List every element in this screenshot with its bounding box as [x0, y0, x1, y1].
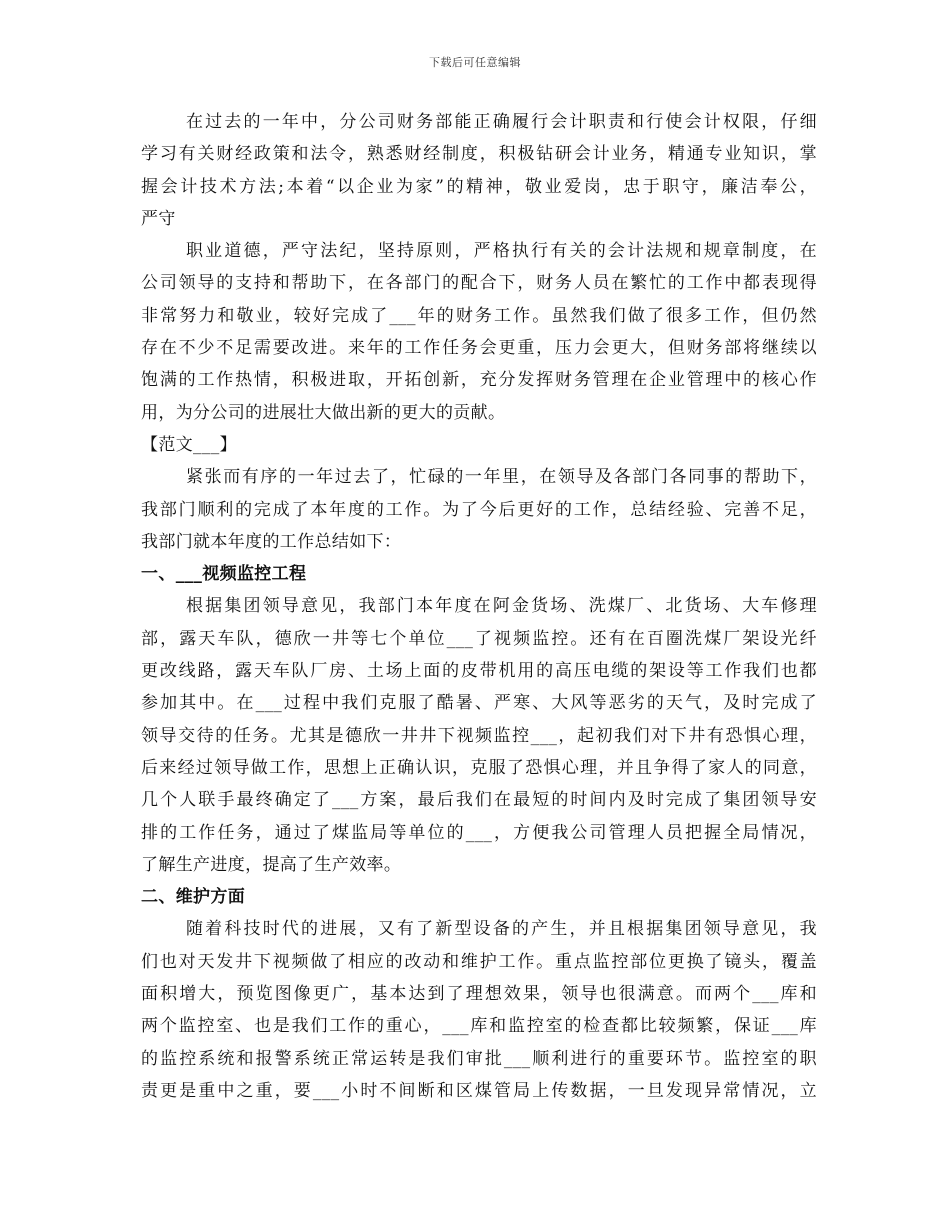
text-line: 部，露天车队，德欣一井等七个单位___了视频监控。还有在百圈洗煤厂架设光纤: [141, 628, 817, 649]
text-line: 学习有关财经政策和法令，熟悉财经制度，积极钻研会计业务，精通专业知识，掌: [141, 144, 817, 165]
section-heading-1: 一、___视频监控工程: [141, 564, 307, 585]
text-line: 在过去的一年中，分公司财务部能正确履行会计职责和行使会计权限，仔细: [186, 112, 817, 132]
text-line: 严守: [141, 208, 176, 229]
text-line: 存在不少不足需要改进。来年的工作任务会更重，压力会更大，但财务部将继续以: [141, 338, 817, 359]
text-line: 用，为分公司的进展壮大做出新的更大的贡献。: [141, 402, 506, 423]
text-line: 几个人联手最终确定了___方案，最后我们在最短的时间内及时完成了集团领导安: [141, 790, 817, 811]
paragraph-5: [141, 913, 817, 1107]
paragraph-2: [141, 235, 817, 429]
text-line: 排的工作任务，通过了煤监局等单位的___，方便我公司管理人员把握全局情况，: [141, 822, 817, 843]
text-line: 领导交待的任务。尤其是德欣一井井下视频监控___，起初我们对下井有恐惧心理，: [141, 725, 817, 746]
text-line: 根据集团领导意见，我部门本年度在阿金货场、洗煤厂、北货场、大车修理: [186, 596, 817, 617]
text-line: 职业道德，严守法纪，坚持原则，严格执行有关的会计法规和规章制度，在: [186, 241, 817, 262]
text-line: 随着科技时代的进展，又有了新型设备的产生，并且根据集团领导意见，我: [186, 919, 817, 940]
text-line: 了解生产进度，提高了生产效率。: [141, 854, 402, 875]
text-line: 责更是重中之重，要___小时不间断和区煤管局上传数据，一旦发现异常情况，立: [141, 1080, 817, 1101]
text-line: 参加其中。在___过程中我们克服了酷暑、严寒、大风等恶劣的天气，及时完成了: [141, 693, 817, 714]
text-line: 我部门顺利的完成了本年度的工作。为了今后更好的工作，总结经验、完善不足，: [141, 499, 817, 520]
page-header: 下载后可任意编辑: [429, 56, 521, 69]
text-line: 两个监控室、也是我们工作的重心，___库和监控室的检查都比较频繁，保证___库: [141, 1016, 817, 1037]
text-line: 后来经过领导做工作，思想上正确认识，克服了恐惧心理，并且争得了家人的同意，: [141, 757, 817, 778]
document-body: [141, 106, 817, 1107]
text-line: 更改线路，露天车队厂房、土场上面的皮带机用的高压电缆的架设等工作我们也都: [141, 661, 817, 682]
text-line: 紧张而有序的一年过去了，忙碌的一年里，在领导及各部门各同事的帮助下，: [186, 467, 817, 488]
section-heading-2: 二、维护方面: [141, 887, 246, 908]
text-line: 饱满的工作热情，积极进取，开拓创新，充分发挥财务管理在企业管理中的核心作: [141, 370, 817, 391]
sample-title: 【范文___】: [141, 434, 237, 455]
paragraph-4: [141, 590, 817, 881]
text-line: 我部门就本年度的工作总结如下：: [141, 531, 402, 552]
paragraph-1: [141, 106, 817, 235]
text-line: 非常努力和敬业，较好完成了___年的财务工作。虽然我们做了很多工作，但仍然: [141, 305, 817, 326]
text-line: 们也对天发井下视频做了相应的改动和维护工作。重点监控部位更换了镜头，覆盖: [141, 951, 817, 972]
paragraph-3: [141, 461, 817, 558]
text-line: 握会计技术方法;本着“以企业为家”的精神，敬业爱岗，忠于职守，廉洁奉公，: [141, 176, 817, 197]
text-line: 面积增大，预览图像更广，基本达到了理想效果，领导也很满意。而两个___库和: [141, 984, 817, 1005]
text-line: 的监控系统和报警系统正常运转是我们审批___顺利进行的重要环节。监控室的职: [141, 1048, 817, 1069]
text-line: 公司领导的支持和帮助下，在各部门的配合下，财务人员在繁忙的工作中都表现得: [141, 273, 817, 294]
